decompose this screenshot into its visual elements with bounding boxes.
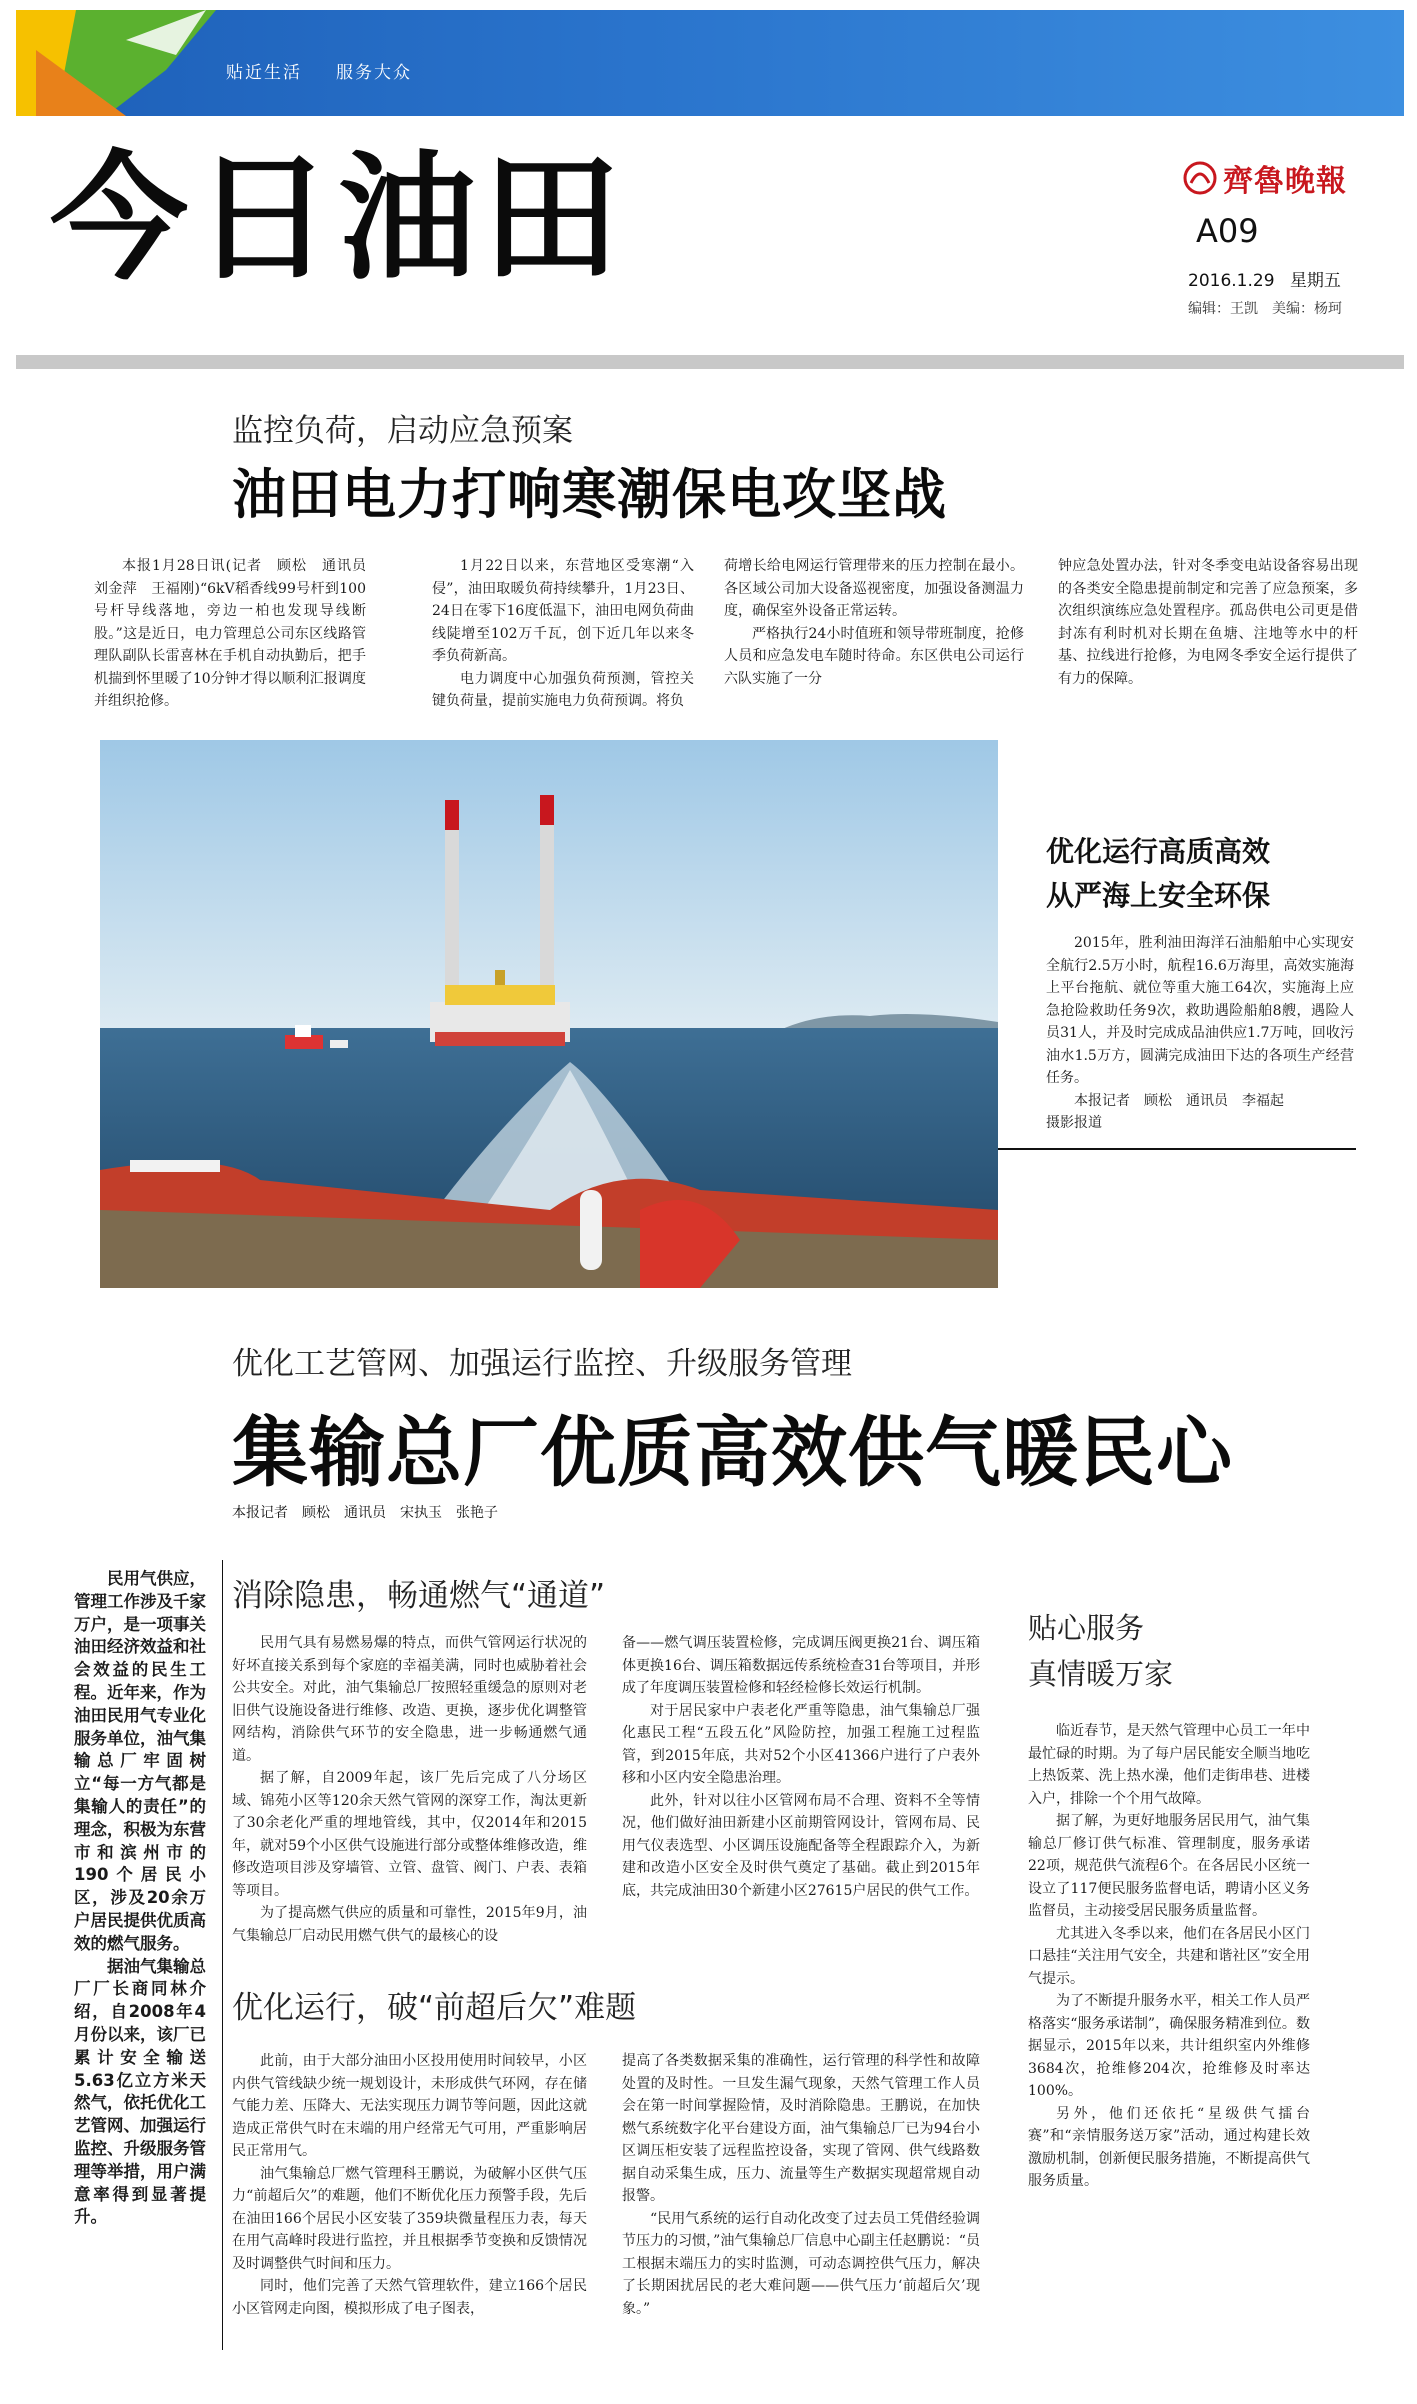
paragraph: 另外，他们还依托“星级供气擂台赛”和“亲情服务送万家”活动，通过构建长效激励机制，创新便民服务措施，不断提高供气服务质量。 (1028, 2105, 1310, 2189)
paragraph: 备——燃气调压装置检修，完成调压阀更换21台、调压箱体更换16台、调压箱数据远传系统检查31台等项目，并形成了年度调压装置检修和轻经检修长效运行机制。 (622, 1635, 980, 1696)
date-line (1188, 266, 1341, 291)
paragraph: 对于居民家中户表老化严重等隐患，油气集输总厂强化惠民工程“五段五化”风险防控，加强工程施工过程监管，到2015年底，共对52个小区41366户进行了户表外移和小区内安全隐患治理。 (622, 1702, 980, 1786)
side-title-line2: 真情暖万家 (1028, 1657, 1174, 1691)
paragraph: 2015年，胜利油田海洋石油船舶中心实现安全航行2.5万小时，航程16.6万海里，高效实施海上平台拖航、就位等重大施工64次，实施海上应急抢险救助任务9次，救助遇险船舶8艘，遇险人员31人，并及时完成成品油供应1.7万吨，回收污油水1.5万方，圆满完成油田下达的各项生产经营任务。 (1046, 935, 1354, 1086)
lead-column-rule (222, 1560, 223, 2350)
article1-col3 (724, 555, 1024, 690)
weekday: 星期五 (1289, 271, 1341, 291)
paragraph: 临近春节，是天然气管理中心员工一年中最忙碌的时期。为了每户居民能安全顺当地吃上热饭菜、洗上热水澡，他们走街串巷、进楼入户，排除一个个用气故障。 (1028, 1723, 1310, 1807)
paragraph: 据了解，自2009年起，该厂先后完成了八分场区域、锦苑小区等120余天然气管网的深穿工作，淘汰更新了30余老化严重的埋地管线，其中，仅2014年和2015年，就对59个小区供气设施进行部分或整体维修改造，维修改造项目涉及穿墙管、立管、盘管、阀门、户表、表箱等项目。 (232, 1770, 587, 1899)
photo-story-title-line2: 从严海上安全环保 (1046, 879, 1271, 912)
offshore-platform-photo (100, 740, 998, 1288)
side-story-title (1028, 1605, 1173, 1697)
article1-col2 (432, 555, 694, 713)
photo-byline: 本报记者 顾松 通讯员 李福起 (1074, 1092, 1284, 1109)
slogan-left: 贴近生活 (226, 63, 302, 83)
article1-col1 (94, 555, 380, 713)
article1-col4 (1058, 555, 1358, 690)
section2-col1 (232, 2050, 587, 2320)
article1-kicker: 监控负荷，启动应急预案 (232, 413, 573, 449)
section1-col2 (622, 1632, 980, 1902)
article1-headline: 油田电力打响寒潮保电攻坚战 (232, 463, 947, 526)
paragraph: 荷增长给电网运行管理带来的压力控制在最小。各区域公司加大设备巡视密度，加强设备测温力度，确保室外设备正常运转。 (724, 558, 1024, 619)
paper-logo (1183, 156, 1347, 200)
masthead-divider (16, 355, 1404, 369)
photo-story-rule (998, 1148, 1356, 1150)
section1-col1 (232, 1632, 587, 1947)
article2-lead (74, 1568, 206, 2229)
photo-illustration (100, 740, 998, 1288)
issue-date: 2016.1.29 (1188, 271, 1275, 291)
paragraph: 提高了各类数据采集的准确性，运行管理的科学性和故障处置的及时性。一旦发生漏气现象，天然气管理工作人员会在第一时间掌握险情，及时消除隐患。王鹏说，在加快燃气系统数字化平台建设方面，油气集输总厂已为94台小区调压柜安装了远程监控设备，实现了管网、供气线路数据自动采集生成，压力、流量等生产数据实现超常规自动报警。 (622, 2053, 980, 2204)
paragraph: 油气集输总厂燃气管理科王鹏说，为破解小区供气压力“前超后欠”的难题，他们不断优化压力预警手段，先后在油田166个居民小区安装了359块微量程压力表，每天在用气高峰时段进行监控，并且根据季节变换和反馈情况及时调整供气时间和压力。 (232, 2165, 587, 2272)
editor-credit: 编辑：王凯 美编：杨珂 (1188, 301, 1342, 317)
photo-credit: 摄影报道 (1046, 1115, 1102, 1131)
paragraph: “民用气系统的运行自动化改变了过去员工凭借经验调节压力的习惯，”油气集输总厂信息中心副主任赵鹏说：“员工根据末端压力的实时监测，可动态调控供气压力，解决了长期困扰居民的老大难问题——供气压力‘前超后欠’现象。” (622, 2210, 980, 2317)
paragraph: 据油气集输总厂厂长商同林介绍，自2008年4月份以来，该厂已累计安全输送5.63亿立方米天然气，依托优化工艺管网、加强运行监控、升级服务管理等举措，用户满意率得到显著提升。 (74, 1956, 206, 2227)
paragraph: 此前，由于大部分油田小区投用使用时间较早，小区内供气管线缺少统一规划设计，未形成供气环网，存在储气能力差、压降大、无法实现压力调节等问题，因此这就造成正常供气时在末端的用户经常无气可用，严重影响居民正常用气。 (232, 2053, 587, 2159)
paragraph: 为了不断提升服务水平，相关工作人员严格落实“服务承诺制”，确保服务精准到位。数据显示，2015年以来，共计组织室内外维修3684次，抢维修204次，抢维修及时率达100%。 (1028, 1993, 1310, 2099)
paragraph: 为了提高燃气供应的质量和可靠性，2015年9月，油气集输总厂启动民用燃气供气的最核心的设 (232, 1905, 587, 1944)
top-banner (16, 10, 1404, 116)
paragraph: 本报1月28日讯(记者 顾松 通讯员 刘金萍 王福刚)“6kV稻香线99号杆到100号杆导线落地，旁边一柏也发现导线断股。”这是近日，电力管理总公司东区线路管理队副队长雷喜林在手机自动执勤后，把手机揣到怀里暖了10分钟才得以顺利汇报调度并组织抢修。 (94, 558, 380, 709)
slogan-right: 服务大众 (336, 63, 412, 83)
photo-story-body (1046, 932, 1354, 1135)
banner-logo-shape (16, 10, 216, 116)
paragraph: 1月22日以来，东营地区受寒潮“入侵”，油田取暖负荷持续攀升，1月23日、24日在零下16度低温下，油田电网负荷曲线陡增至102万千瓦，创下近几年以来冬季负荷新高。 (432, 558, 694, 664)
article2-byline: 本报记者 顾松 通讯员 宋执玉 张艳子 (232, 1505, 498, 1521)
page-number: A09 (1196, 212, 1259, 250)
section2-col2 (622, 2050, 980, 2320)
paragraph: 民用气供应，管理工作涉及千家万户，是一项事关油田经济效益和社会效益的民生工程。近年来，作为油田民用气专业化服务单位，油气集输总厂牢固树立“每一方气都是集输人的责任”的理念，积极为东营市和滨州市的190个居民小区，涉及20余万户居民提供优质高效的燃气服务。 (74, 1569, 206, 1953)
side-title-line1: 贴心服务 (1028, 1611, 1145, 1645)
article2-headline: 集输总厂优质高效供气暖民心 (232, 1408, 1233, 1497)
paper-logo-icon (1183, 161, 1217, 195)
paragraph: 钟应急处置办法，针对冬季变电站设备容易出现的各类安全隐患提前制定和完善了应急预案，多次组织演练应急处置程序。孤岛供电公司更是借封冻有利时机对长期在鱼塘、注地等水中的杆基、拉线进行抢修，为电网冬季安全运行提供了有力的保障。 (1058, 558, 1358, 687)
paragraph: 电力调度中心加强负荷预测，管控关键负荷量，提前实施电力负荷预调。将负 (432, 670, 694, 709)
paragraph: 据了解，为更好地服务居民用气，油气集输总厂修订供气标准、管理制度，服务承诺22项，规范供气流程6个。在各居民小区统一设立了117便民服务监督电话，聘请小区义务监督员，主动接受居民服务质量监督。 (1028, 1813, 1310, 1919)
section1-title: 消除隐患，畅通燃气“通道” (232, 1578, 606, 1614)
article2-kicker: 优化工艺管网、加强运行监控、升级服务管理 (232, 1346, 852, 1382)
paragraph: 同时，他们完善了天然气管理软件，建立166个居民小区管网走向图，模拟形成了电子图表， (232, 2278, 587, 2317)
masthead-title: 今日油田 (50, 138, 627, 299)
paragraph: 严格执行24小时值班和领导带班制度，抢修人员和应急发电车随时待命。东区供电公司运行六队实施了一分 (724, 625, 1024, 687)
paper-name: 齊魯晚報 (1223, 164, 1347, 199)
paragraph: 此外，针对以往小区管网布局不合理、资料不全等情况，他们做好油田新建小区前期管网设计，管网布局、民用气仪表选型、小区调压设施配备等全程跟踪介入，为新建和改造小区安全及时供气奠定了基础。截止到2015年底，共完成油田30个新建小区27615户居民的供气工作。 (622, 1792, 980, 1899)
section2-title: 优化运行，破“前超后欠”难题 (232, 1990, 637, 2026)
photo-story-title (1046, 830, 1270, 918)
banner-slogan (226, 58, 412, 83)
photo-story-title-line1: 优化运行高质高效 (1046, 835, 1271, 868)
paragraph: 民用气具有易燃易爆的特点，而供气管网运行状况的好坏直接关系到每个家庭的幸福美满，同时也威胁着社会公共安全。对此，油气集输总厂按照轻重缓急的原则对老旧供气设施设备进行维修、改造、更换，逐步优化调整管网结构，消除供气环节的安全隐患，进一步畅通燃气通道。 (232, 1635, 587, 1764)
paragraph: 尤其进入冬季以来，他们在各居民小区门口悬挂“关注用气安全，共建和谐社区”安全用气提示。 (1028, 1925, 1310, 1987)
side-story-body (1028, 1720, 1310, 2193)
